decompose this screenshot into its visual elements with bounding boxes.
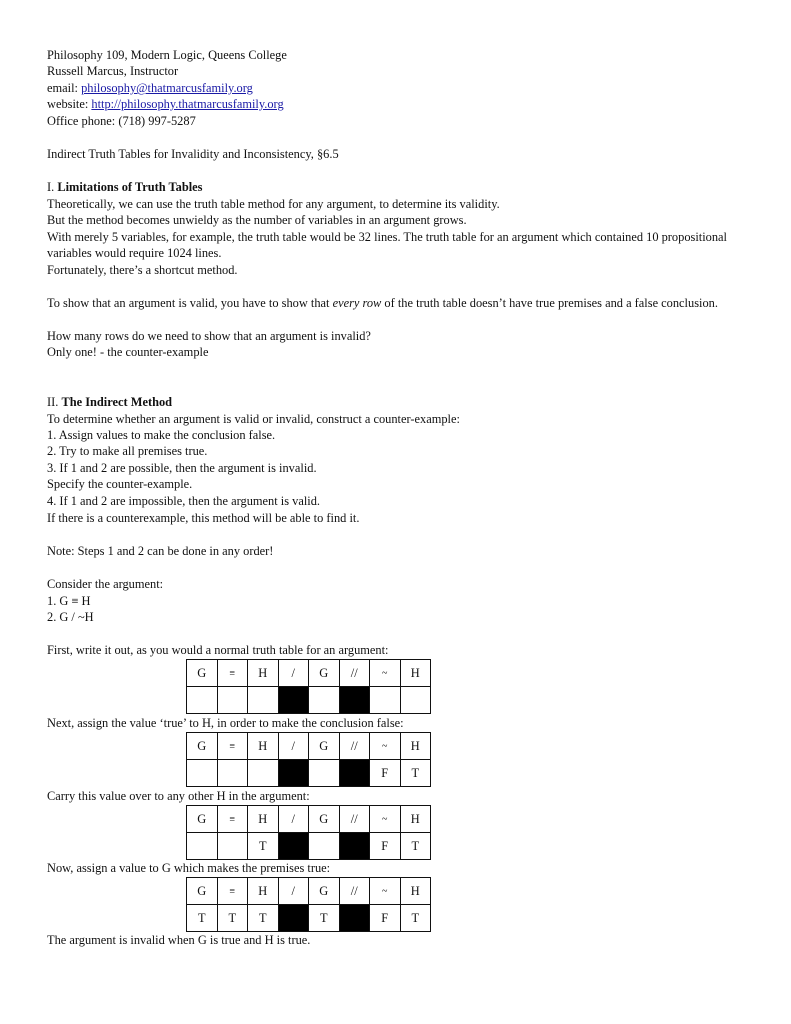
section2-title: The Indirect Method — [61, 395, 173, 409]
table-header-row — [187, 660, 431, 687]
value-cell — [339, 687, 370, 714]
header-cell: G — [309, 660, 340, 687]
value-cell — [217, 687, 248, 714]
header-cell: H — [248, 806, 279, 833]
header-cell: H — [400, 878, 431, 905]
website-label: website: — [47, 97, 92, 111]
header-cell: / — [278, 733, 309, 760]
header-cell: G — [187, 660, 218, 687]
header-cell: ≡ — [217, 733, 248, 760]
value-cell: T — [400, 905, 431, 932]
value-cell — [187, 760, 218, 787]
emphasis: every row — [332, 296, 382, 310]
value-cell — [187, 687, 218, 714]
course-line: Philosophy 109, Modern Logic, Queens College — [47, 48, 287, 62]
value-cell: T — [248, 833, 279, 860]
value-cell — [187, 833, 218, 860]
conclusion: The argument is invalid when G is true and H is true. — [47, 933, 311, 947]
page-title: Indirect Truth Tables for Invalidity and Inconsistency, §6.5 — [47, 147, 339, 161]
header-cell: G — [187, 806, 218, 833]
header-cell: ≡ — [217, 806, 248, 833]
table-row — [187, 687, 431, 714]
table-row — [187, 905, 431, 932]
paragraph — [47, 295, 747, 311]
header-cell: G — [187, 878, 218, 905]
truth-table-1 — [186, 659, 431, 714]
header-cell: H — [248, 733, 279, 760]
value-cell: T — [187, 905, 218, 932]
paragraph: To determine whether an argument is valid or invalid, construct a counter-example: — [47, 412, 460, 426]
step-caption: Carry this value over to any other H in the argument: — [47, 789, 310, 803]
table-row — [187, 833, 431, 860]
value-cell — [278, 760, 309, 787]
paragraph: With merely 5 variables, for example, the truth table would be 32 lines. The truth table for an argument which contained 10 propositional variables would require 1024 lines. — [47, 230, 727, 260]
website-line — [47, 96, 284, 112]
header-cell: ~ — [370, 660, 401, 687]
text-span: of the truth table doesn’t have true premises and a false conclusion. — [381, 296, 718, 310]
value-cell — [309, 760, 340, 787]
website-link[interactable]: http://philosophy.thatmarcusfamily.org — [91, 97, 284, 111]
section1-num: I. — [47, 180, 58, 194]
step-item: Specify the counter-example. — [47, 477, 193, 491]
step-item: 2. Try to make all premises true. — [47, 444, 208, 458]
text-span: To show that an argument is valid, you have to show that — [47, 296, 333, 310]
value-cell — [370, 687, 401, 714]
step-caption: First, write it out, as you would a normal truth table for an argument: — [47, 643, 389, 657]
section1-title: Limitations of Truth Tables — [57, 180, 203, 194]
value-cell — [217, 760, 248, 787]
header-cell: // — [339, 806, 370, 833]
header-cell: G — [309, 806, 340, 833]
step-caption: Now, assign a value to G which makes the premises true: — [47, 861, 331, 875]
value-cell: F — [370, 905, 401, 932]
header-cell: ~ — [370, 878, 401, 905]
value-cell — [278, 687, 309, 714]
header-cell: // — [339, 878, 370, 905]
note: Note: Steps 1 and 2 can be done in any order! — [47, 544, 274, 558]
value-cell: F — [370, 760, 401, 787]
truth-table-2 — [186, 732, 431, 787]
table-header-row — [187, 806, 431, 833]
truth-table-3 — [186, 805, 431, 860]
value-cell — [309, 687, 340, 714]
header-cell: H — [248, 878, 279, 905]
paragraph: Fortunately, there’s a shortcut method. — [47, 263, 238, 277]
table-header-row — [187, 878, 431, 905]
paragraph: But the method becomes unwieldy as the number of variables in an argument grows. — [47, 213, 467, 227]
header-cell: H — [248, 660, 279, 687]
header-cell: ≡ — [217, 660, 248, 687]
step-item: 1. Assign values to make the conclusion false. — [47, 428, 276, 442]
value-cell: F — [370, 833, 401, 860]
header-cell: G — [309, 878, 340, 905]
email-link[interactable]: philosophy@thatmarcusfamily.org — [81, 81, 253, 95]
step-caption: Next, assign the value ‘true’ to H, in order to make the conclusion false: — [47, 716, 404, 730]
value-cell: T — [309, 905, 340, 932]
header-cell: // — [339, 733, 370, 760]
header-cell: ~ — [370, 733, 401, 760]
header-cell: H — [400, 660, 431, 687]
value-cell: T — [217, 905, 248, 932]
premise-2: 2. G / ~H — [47, 610, 94, 624]
email-label: email: — [47, 81, 82, 95]
value-cell: T — [400, 833, 431, 860]
value-cell — [309, 833, 340, 860]
value-cell: T — [248, 905, 279, 932]
value-cell — [400, 687, 431, 714]
header-cell: G — [187, 733, 218, 760]
header-cell: ~ — [370, 806, 401, 833]
paragraph: Consider the argument: — [47, 577, 164, 591]
value-cell — [339, 833, 370, 860]
header-cell: ≡ — [217, 878, 248, 905]
header-cell: / — [278, 660, 309, 687]
paragraph: If there is a counterexample, this method will be able to find it. — [47, 511, 360, 525]
table-header-row — [187, 733, 431, 760]
section2-heading — [47, 394, 172, 410]
section2-num: II. — [47, 395, 62, 409]
value-cell — [278, 905, 309, 932]
value-cell — [339, 905, 370, 932]
value-cell — [339, 760, 370, 787]
value-cell — [248, 687, 279, 714]
value-cell — [248, 760, 279, 787]
paragraph: Theoretically, we can use the truth table method for any argument, to determine its validity. — [47, 197, 500, 211]
header-cell: / — [278, 806, 309, 833]
step-item: 3. If 1 and 2 are possible, then the argument is invalid. — [47, 461, 317, 475]
header-cell: // — [339, 660, 370, 687]
table-row — [187, 760, 431, 787]
phone-line: Office phone: (718) 997-5287 — [47, 114, 196, 128]
header-cell: H — [400, 806, 431, 833]
header-cell: G — [309, 733, 340, 760]
value-cell — [217, 833, 248, 860]
header-cell: H — [400, 733, 431, 760]
section1-heading — [47, 179, 203, 195]
paragraph: Only one! - the counter-example — [47, 345, 209, 359]
value-cell: T — [400, 760, 431, 787]
instructor-line: Russell Marcus, Instructor — [47, 64, 179, 78]
premise-1: 1. G ≡ H — [47, 594, 91, 608]
value-cell — [278, 833, 309, 860]
email-line — [47, 80, 253, 96]
step-item: 4. If 1 and 2 are impossible, then the argument is valid. — [47, 494, 320, 508]
paragraph: How many rows do we need to show that an argument is invalid? — [47, 329, 371, 343]
header-cell: / — [278, 878, 309, 905]
truth-table-4 — [186, 877, 431, 932]
